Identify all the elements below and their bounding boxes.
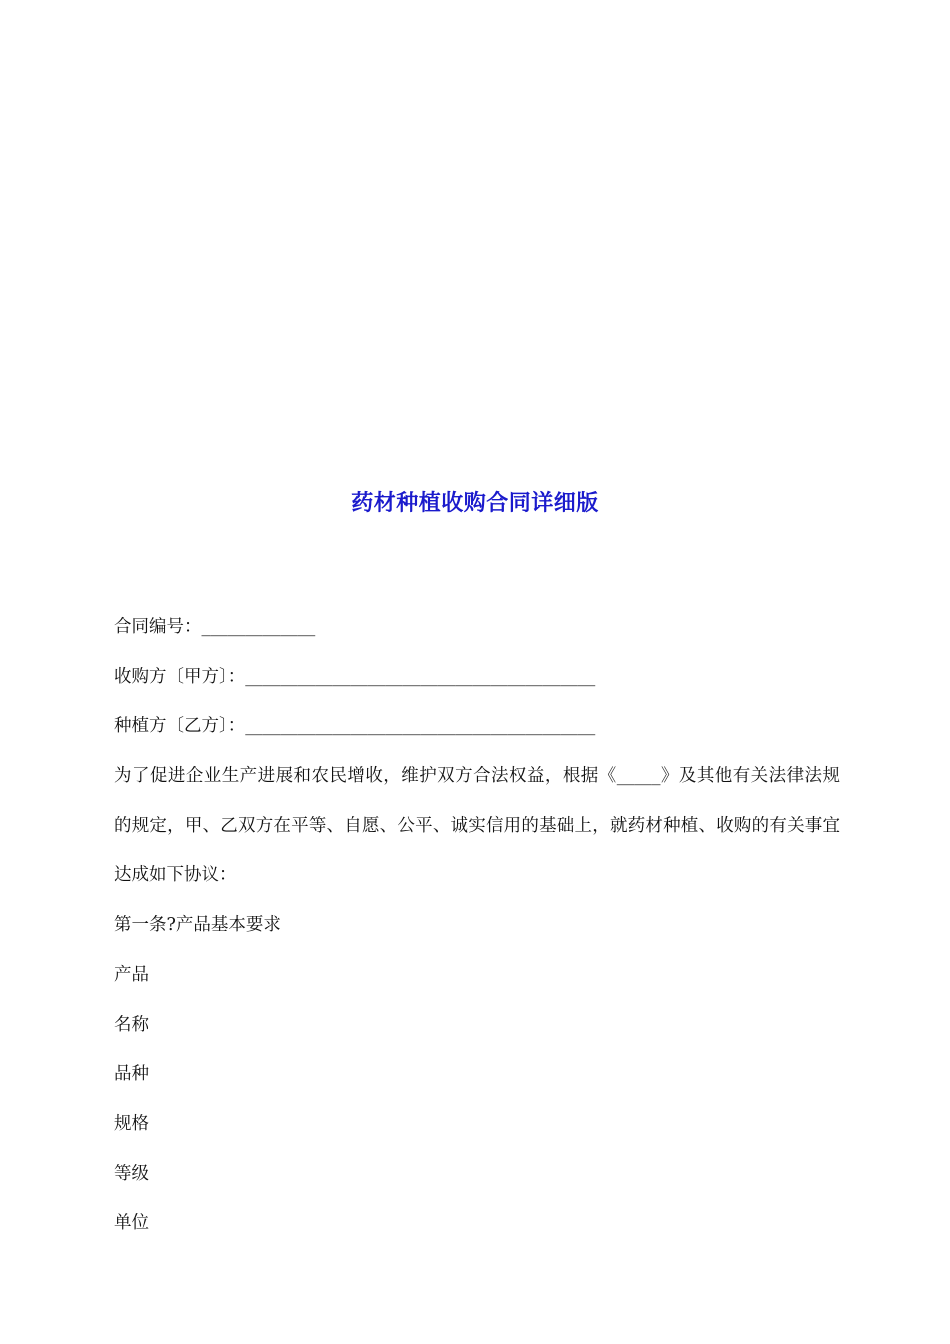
table-header-variety: 品种 xyxy=(114,1064,149,1085)
intro-paragraph: 为了促进企业生产进展和农民增收，维护双方合法权益，根据《_____》及其他有关法律法规的规定，甲、乙双方在平等、自愿、公平、诚实信用的基础上，就药材种植、收购的有关事宜达成如下协议： xyxy=(114,766,840,886)
table-header-spec: 规格 xyxy=(114,1113,149,1134)
buyer-party-field: 收购方〔甲方〕：________________________________________ xyxy=(114,666,596,687)
table-header-product: 产品 xyxy=(114,964,149,985)
document-title: 药材种植收购合同详细版 xyxy=(351,491,599,516)
contract-number-field: 合同编号：_____________ xyxy=(114,617,316,637)
table-header-name: 名称 xyxy=(114,1014,149,1035)
grower-party-field: 种植方〔乙方〕：________________________________________ xyxy=(114,716,596,737)
article-1-heading: 第一条?产品基本要求 xyxy=(114,915,281,936)
table-header-unit: 单位 xyxy=(114,1213,149,1234)
document-body xyxy=(114,603,840,1249)
table-header-grade: 等级 xyxy=(114,1163,149,1184)
